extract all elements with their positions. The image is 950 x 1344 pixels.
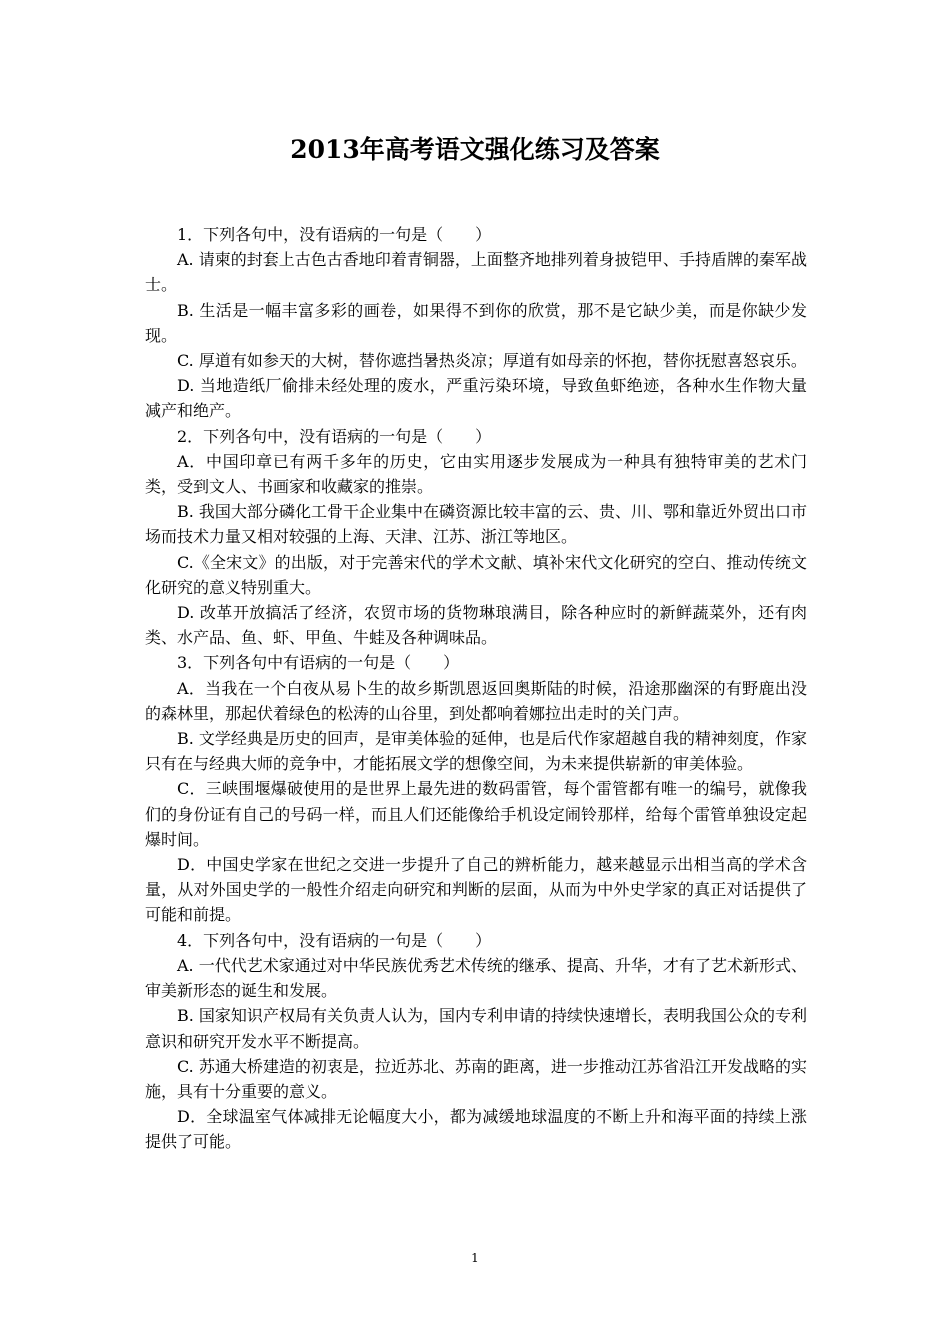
page-number: 1 bbox=[471, 1251, 479, 1265]
question-option: D．中国史学家在世纪之交进一步提升了自己的辨析能力，越来越显示出相当高的学术含量，从对外国史学的一般性介绍走向研究和判断的层面，从而为中外史学家的真正对话提供了可能和前提。 bbox=[145, 855, 807, 925]
document-body bbox=[145, 222, 807, 1155]
question-option: C. 厚道有如参天的大树，替你遮挡暑热炎凉；厚道有如母亲的怀抱，替你抚慰喜怒哀乐。 bbox=[177, 351, 807, 371]
question-stem: 3．下列各句中有语病的一句是（ ） bbox=[177, 653, 460, 673]
question-option: D. 当地造纸厂偷排未经处理的废水，严重污染环境，导致鱼虾绝迹，各种水生作物大量减产和绝产。 bbox=[145, 376, 807, 421]
question-option: A. 请柬的封套上古色古香地印着青铜器，上面整齐地排列着身披铠甲、手持盾牌的秦军战士。 bbox=[145, 250, 807, 295]
question-option: B. 生活是一幅丰富多彩的画卷，如果得不到你的欣赏，那不是它缺少美，而是你缺少发现。 bbox=[145, 300, 807, 345]
question-option: A．中国印章已有两千多年的历史，它由实用逐步发展成为一种具有独特审美的艺术门类，受到文人、书画家和收藏家的推崇。 bbox=[145, 451, 807, 497]
question-option: C. 苏通大桥建造的初衷是，拉近苏北、苏南的距离，进一步推动江苏省沿江开发战略的实施，具有十分重要的意义。 bbox=[145, 1056, 807, 1101]
question-stem: 1．下列各句中，没有语病的一句是（ ） bbox=[177, 225, 492, 244]
question-option: C.《全宋文》的出版，对于完善宋代的学术文献、填补宋代文化研究的空白、推动传统文化研究的意义特别重大。 bbox=[145, 552, 807, 597]
question-stem: 4．下列各句中，没有语病的一句是（ ） bbox=[177, 930, 492, 950]
question-option: B. 我国大部分磷化工骨干企业集中在磷资源比较丰富的云、贵、川、鄂和靠近外贸出口市场而技术力量又相对较强的上海、天津、江苏、浙江等地区。 bbox=[145, 502, 807, 547]
question-option: D．全球温室气体减排无论幅度大小，都为减缓地球温度的不断上升和海平面的持续上涨提供了可能。 bbox=[145, 1107, 807, 1152]
question-option: A. 一代代艺术家通过对中华民族优秀艺术传统的继承、提高、升华，才有了艺术新形式、审美新形态的诞生和发展。 bbox=[145, 955, 807, 1001]
question-option: A．当我在一个白夜从易卜生的故乡斯凯恩返回奥斯陆的时候，沿途那幽深的有野鹿出没的森林里，那起伏着绿色的松涛的山谷里，到处都响着娜拉出走时的关门声。 bbox=[145, 678, 807, 723]
question-option: C．三峡围堰爆破使用的是世界上最先进的数码雷管，每个雷管都有唯一的编号，就像我们的身份证有自己的号码一样，而且人们还能像给手机设定闹铃那样，给每个雷管单独设定起爆时间。 bbox=[145, 779, 807, 849]
question-option: B. 国家知识产权局有关负责人认为，国内专利申请的持续快速增长，表明我国公众的专利意识和研究开发水平不断提高。 bbox=[145, 1006, 807, 1051]
document-title: 2013年高考语文强化练习及答案 bbox=[290, 135, 660, 164]
question-option: D. 改革开放搞活了经济，农贸市场的货物琳琅满目，除各种应时的新鲜蔬菜外，还有肉类、水产品、鱼、虾、甲鱼、牛蛙及各种调味品。 bbox=[145, 603, 807, 648]
question-option: B. 文学经典是历史的回声，是审美体验的延伸，也是后代作家超越自我的精神刻度，作家只有在与经典大师的竞争中，才能拓展文学的想像空间，为未来提供崭新的审美体验。 bbox=[145, 729, 807, 774]
question-stem: 2．下列各句中，没有语病的一句是（ ） bbox=[177, 426, 492, 446]
